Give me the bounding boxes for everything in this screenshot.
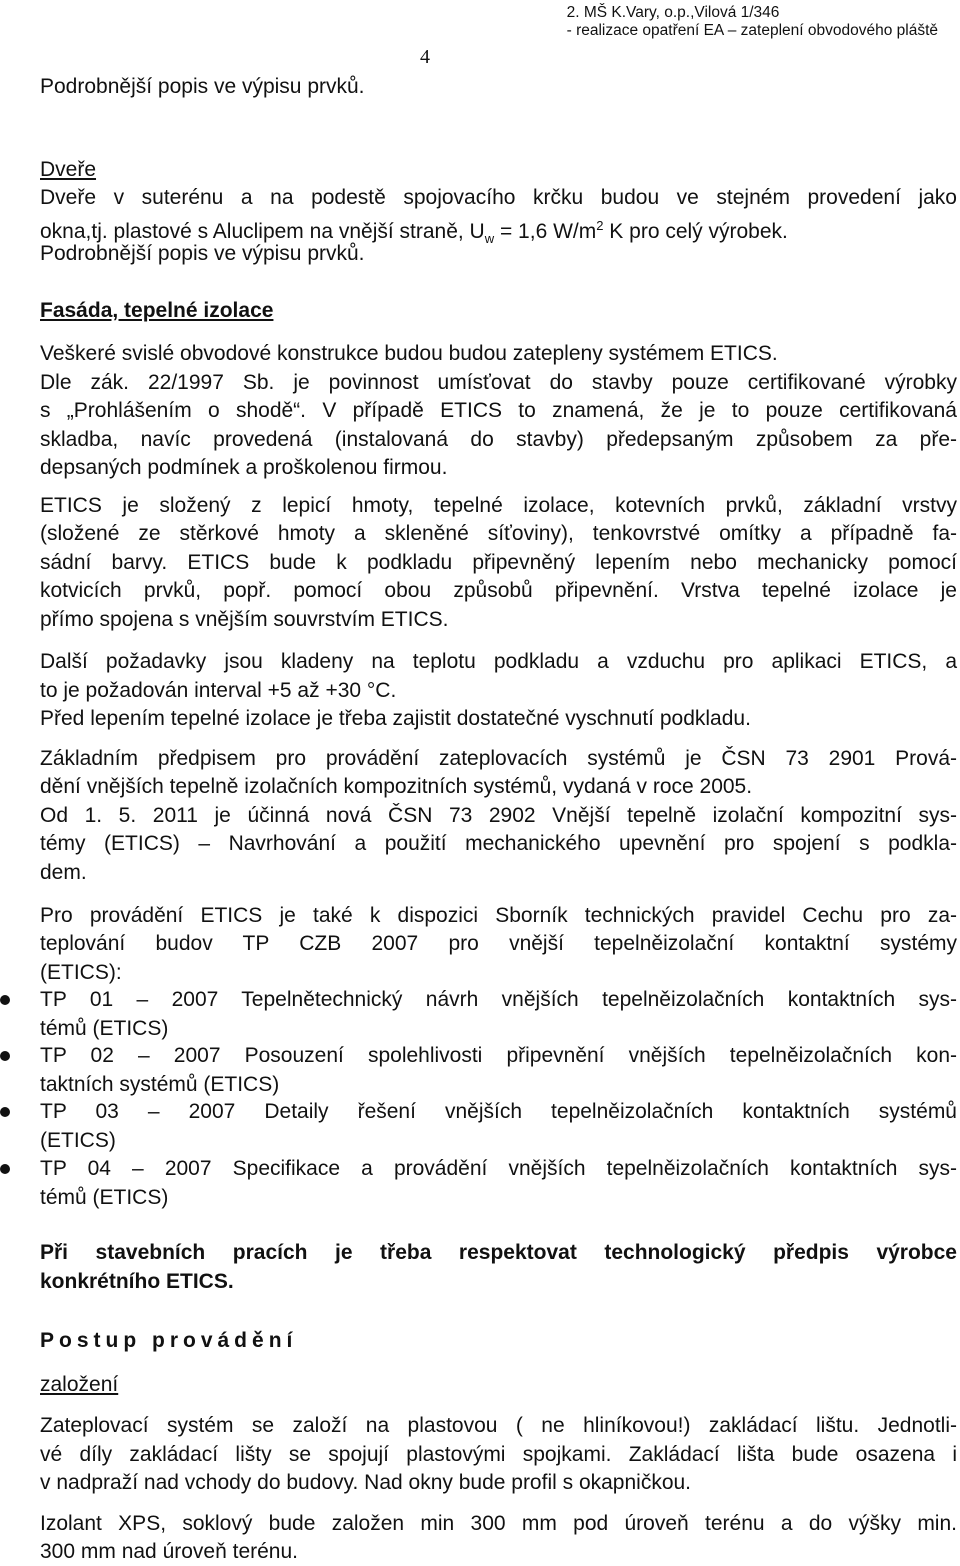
text-line: v nadpraží nad vchody do budovy. Nad okny bude profil s okapničkou. bbox=[40, 1471, 692, 1494]
text-line: (ETICS): bbox=[40, 961, 122, 984]
emphasis-text: konkrétního ETICS. bbox=[40, 1270, 234, 1293]
section-heading-procedure: Postup provádění bbox=[40, 1329, 298, 1352]
text-fragment: okna,tj. plastové s Aluclipem na vnější straně, U bbox=[40, 220, 485, 243]
list-item: TP 02 – 2007 Posouzení spolehlivosti připevnění vnějších tepelněizolačních kon- bbox=[40, 1044, 957, 1067]
section-heading-facade: Fasáda, tepelné izolace bbox=[40, 299, 274, 322]
list-item: TP 03 – 2007 Detaily řešení vnějších tepelněizolačních kontaktních systémů bbox=[40, 1100, 957, 1123]
header-line-2: - realizace opatření EA – zateplení obvodového pláště bbox=[566, 22, 938, 39]
text-line: Zateplovací systém se založí na plastovou ( ne hliníkovou!) zakládací lištu. Jednotli- bbox=[40, 1414, 957, 1437]
text-line: vé díly zakládací lišty se spojují plastovými spojkami. Zakládací lišta bude osazena i bbox=[40, 1443, 957, 1466]
text-line: Izolant XPS, soklový bude založen min 300 mm pod úroveň terénu a do výšky min. bbox=[40, 1512, 957, 1535]
list-item-continuation: taktních systémů (ETICS) bbox=[40, 1073, 280, 1096]
text-line: Podrobnější popis ve výpisu prvků. bbox=[40, 75, 365, 98]
text-line: sádní barvy. ETICS bude k podkladu připevněný lepením nebo mechanicky pomocí bbox=[40, 551, 957, 574]
list-item: TP 01 – 2007 Tepelnětechnický návrh vnějších tepelněizolačních kontaktních sys- bbox=[40, 988, 957, 1011]
text-line: Od 1. 5. 2011 je účinná nová ČSN 73 2902 Vnější tepelně izolační kompozitní sys- bbox=[40, 804, 957, 827]
text-line: (složené ze stěrkové hmoty a skleněné síťoviny), tenkovrstvé omítky a případně fa- bbox=[40, 522, 957, 545]
text-line: Dle zák. 22/1997 Sb. je povinnost umísťovat do stavby pouze certifikované výrobky bbox=[40, 371, 957, 394]
text-line: depsaných podmínek a proškolenou firmou. bbox=[40, 456, 448, 479]
text-fragment: K pro celý výrobek. bbox=[603, 220, 788, 243]
header-line-1: 2. MŠ K.Vary, o.p.,Vilová 1/346 bbox=[566, 4, 780, 21]
text-line: to je požadován interval +5 až +30 °C. bbox=[40, 679, 397, 702]
list-item-continuation: témů (ETICS) bbox=[40, 1186, 169, 1209]
page-header bbox=[567, 4, 938, 40]
text-line: témy (ETICS) – Navrhování a použití mechanického upevnění pro spojení s podkla- bbox=[40, 832, 957, 855]
text-line: dění vnějších tepelně izolačních kompozitních systémů, vydaná v roce 2005. bbox=[40, 775, 753, 798]
bullet-icon bbox=[0, 995, 10, 1005]
subsection-heading-foundation: založení bbox=[40, 1373, 119, 1396]
text-line: Pro provádění ETICS je také k dispozici Sborník technických pravidel Cechu pro za- bbox=[40, 904, 957, 927]
text-line: Základním předpisem pro provádění zateplovacích systémů je ČSN 73 2901 Prová- bbox=[40, 747, 957, 770]
text-line: Veškeré svislé obvodové konstrukce budou budou zatepleny systémem ETICS. bbox=[40, 342, 778, 365]
superscript: 2 bbox=[596, 218, 604, 233]
text-line: s „Prohlášením o shodě“. V případě ETICS to znamená, že je to pouze certifikovaná bbox=[40, 399, 957, 422]
page-number: 4 bbox=[420, 46, 430, 68]
bullet-icon bbox=[0, 1164, 10, 1174]
text-line: teplování budov TP CZB 2007 pro vnější tepelněizolační kontaktní systémy bbox=[40, 932, 957, 955]
text-line: skladba, navíc provedená (instalovaná do stavby) předepsaným způsobem za pře- bbox=[40, 428, 957, 451]
text-line: Před lepením tepelné izolace je třeba zajistit dostatečné vyschnutí podkladu. bbox=[40, 707, 751, 730]
text-line: ETICS je složený z lepicí hmoty, tepelné izolace, kotevních prvků, základní vrstvy bbox=[40, 494, 957, 517]
bullet-icon bbox=[0, 1107, 10, 1117]
text-line: kotvicích prvků, popř. pomocí obou způsobů připevnění. Vrstva tepelné izolace je bbox=[40, 579, 957, 602]
section-heading-doors: Dveře bbox=[40, 158, 97, 181]
text-line: přímo spojena s vnějším souvrstvím ETICS. bbox=[40, 608, 449, 631]
list-item-continuation: (ETICS) bbox=[40, 1129, 116, 1152]
emphasis-text: Při stavebních pracích je třeba respektovat technologický předpis výrobce bbox=[40, 1241, 957, 1264]
text-line: Dveře v suterénu a na podestě spojovacího krčku budou ve stejném provedení jako bbox=[40, 186, 957, 209]
text-line: Další požadavky jsou kladeny na teplotu podkladu a vzduchu pro aplikaci ETICS, a bbox=[40, 650, 957, 673]
text-fragment: = 1,6 W/m bbox=[494, 220, 597, 243]
text-line: 300 mm nad úroveň terénu. bbox=[40, 1540, 298, 1563]
list-item: TP 04 – 2007 Specifikace a provádění vnějších tepelněizolačních kontaktních sys- bbox=[40, 1157, 957, 1180]
text-line: dem. bbox=[40, 861, 87, 884]
text-line: Podrobnější popis ve výpisu prvků. bbox=[40, 242, 365, 265]
subscript: w bbox=[484, 231, 495, 247]
bullet-icon bbox=[0, 1051, 10, 1061]
list-item-continuation: témů (ETICS) bbox=[40, 1017, 169, 1040]
